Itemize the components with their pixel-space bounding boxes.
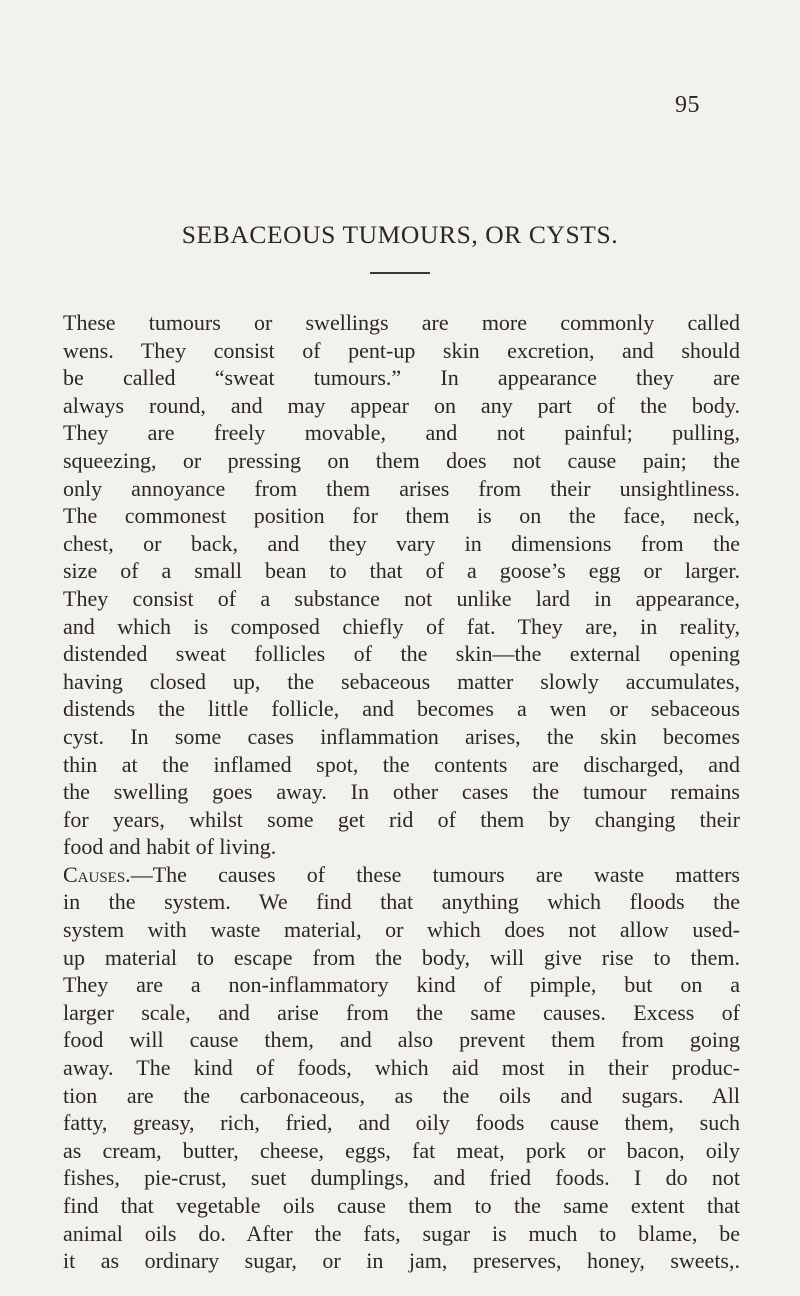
text-line: They are freely movable, and not painful; pulling, <box>63 420 740 446</box>
causes-first-line-text: —The causes of these tumours are waste matters <box>130 861 740 887</box>
body-text <box>63 309 740 1275</box>
text-line: in the system. We find that anything which floods the <box>63 889 740 915</box>
text-line: larger scale, and arise from the same causes. Excess of <box>63 999 740 1025</box>
text-line: They consist of a substance not unlike lard in appearance, <box>63 585 740 611</box>
text-line: wens. They consist of pent-up skin excretion, and should <box>63 337 740 363</box>
text-line: size of a small bean to that of a goose’s egg or larger. <box>63 558 740 584</box>
text-line: food and habit of living. <box>63 834 277 860</box>
text-line: system with waste material, or which does not allow used- <box>63 917 740 943</box>
text-line: food will cause them, and also prevent them from going <box>63 1027 740 1053</box>
text-line: find that vegetable oils cause them to the same extent that <box>63 1193 740 1218</box>
text-line: as cream, butter, cheese, eggs, fat meat, pork or bacon, oily <box>63 1137 740 1163</box>
text-line: These tumours or swellings are more commonly called <box>63 310 740 335</box>
text-line: tion are the carbonaceous, as the oils and sugars. All <box>63 1082 740 1108</box>
text-line: fatty, greasy, rich, fried, and oily foods cause them, such <box>63 1110 740 1136</box>
text-line: distended sweat follicles of the skin—the external opening <box>63 641 740 667</box>
text-line: the swelling goes away. In other cases the tumour remains <box>63 779 740 805</box>
causes-first-line <box>63 861 740 889</box>
text-line: squeezing, or pressing on them does not cause pain; the <box>63 447 740 473</box>
text-line: distends the little follicle, and becomes a wen or sebaceous <box>63 696 740 722</box>
text-line: The commonest position for them is on the face, neck, <box>63 503 740 529</box>
text-line: thin at the inflamed spot, the contents are discharged, and <box>63 751 740 777</box>
causes-heading: Causes. <box>63 861 131 887</box>
chapter-title: SEBACEOUS TUMOURS, OR CYSTS. <box>181 220 619 249</box>
text-line: away. The kind of foods, which aid most in their produc- <box>63 1055 740 1081</box>
text-line: fishes, pie-crust, suet dumplings, and fried foods. I do not <box>63 1165 740 1191</box>
text-line: cyst. In some cases inflammation arises, the skin becomes <box>63 723 740 749</box>
page-number: 95 <box>675 92 700 118</box>
text-line: it as ordinary sugar, or in jam, preserves, honey, sweets,. <box>63 1248 740 1274</box>
text-line: having closed up, the sebaceous matter slowly accumulates, <box>63 668 740 694</box>
text-line: animal oils do. After the fats, sugar is much to blame, be <box>63 1220 740 1246</box>
text-line: chest, or back, and they vary in dimensions from the <box>63 530 740 556</box>
text-line: up material to escape from the body, will give rise to them. <box>63 944 740 970</box>
text-line: always round, and may appear on any part of the body. <box>63 392 740 418</box>
text-line: be called “sweat tumours.” In appearance they are <box>63 365 740 391</box>
text-line: They are a non-inflammatory kind of pimple, but on a <box>63 972 740 998</box>
text-line: and which is composed chiefly of fat. They are, in reality, <box>63 613 740 639</box>
text-line: for years, whilst some get rid of them by changing their <box>63 806 740 832</box>
text-line: only annoyance from them arises from their unsightliness. <box>63 475 740 501</box>
title-divider <box>370 272 430 274</box>
